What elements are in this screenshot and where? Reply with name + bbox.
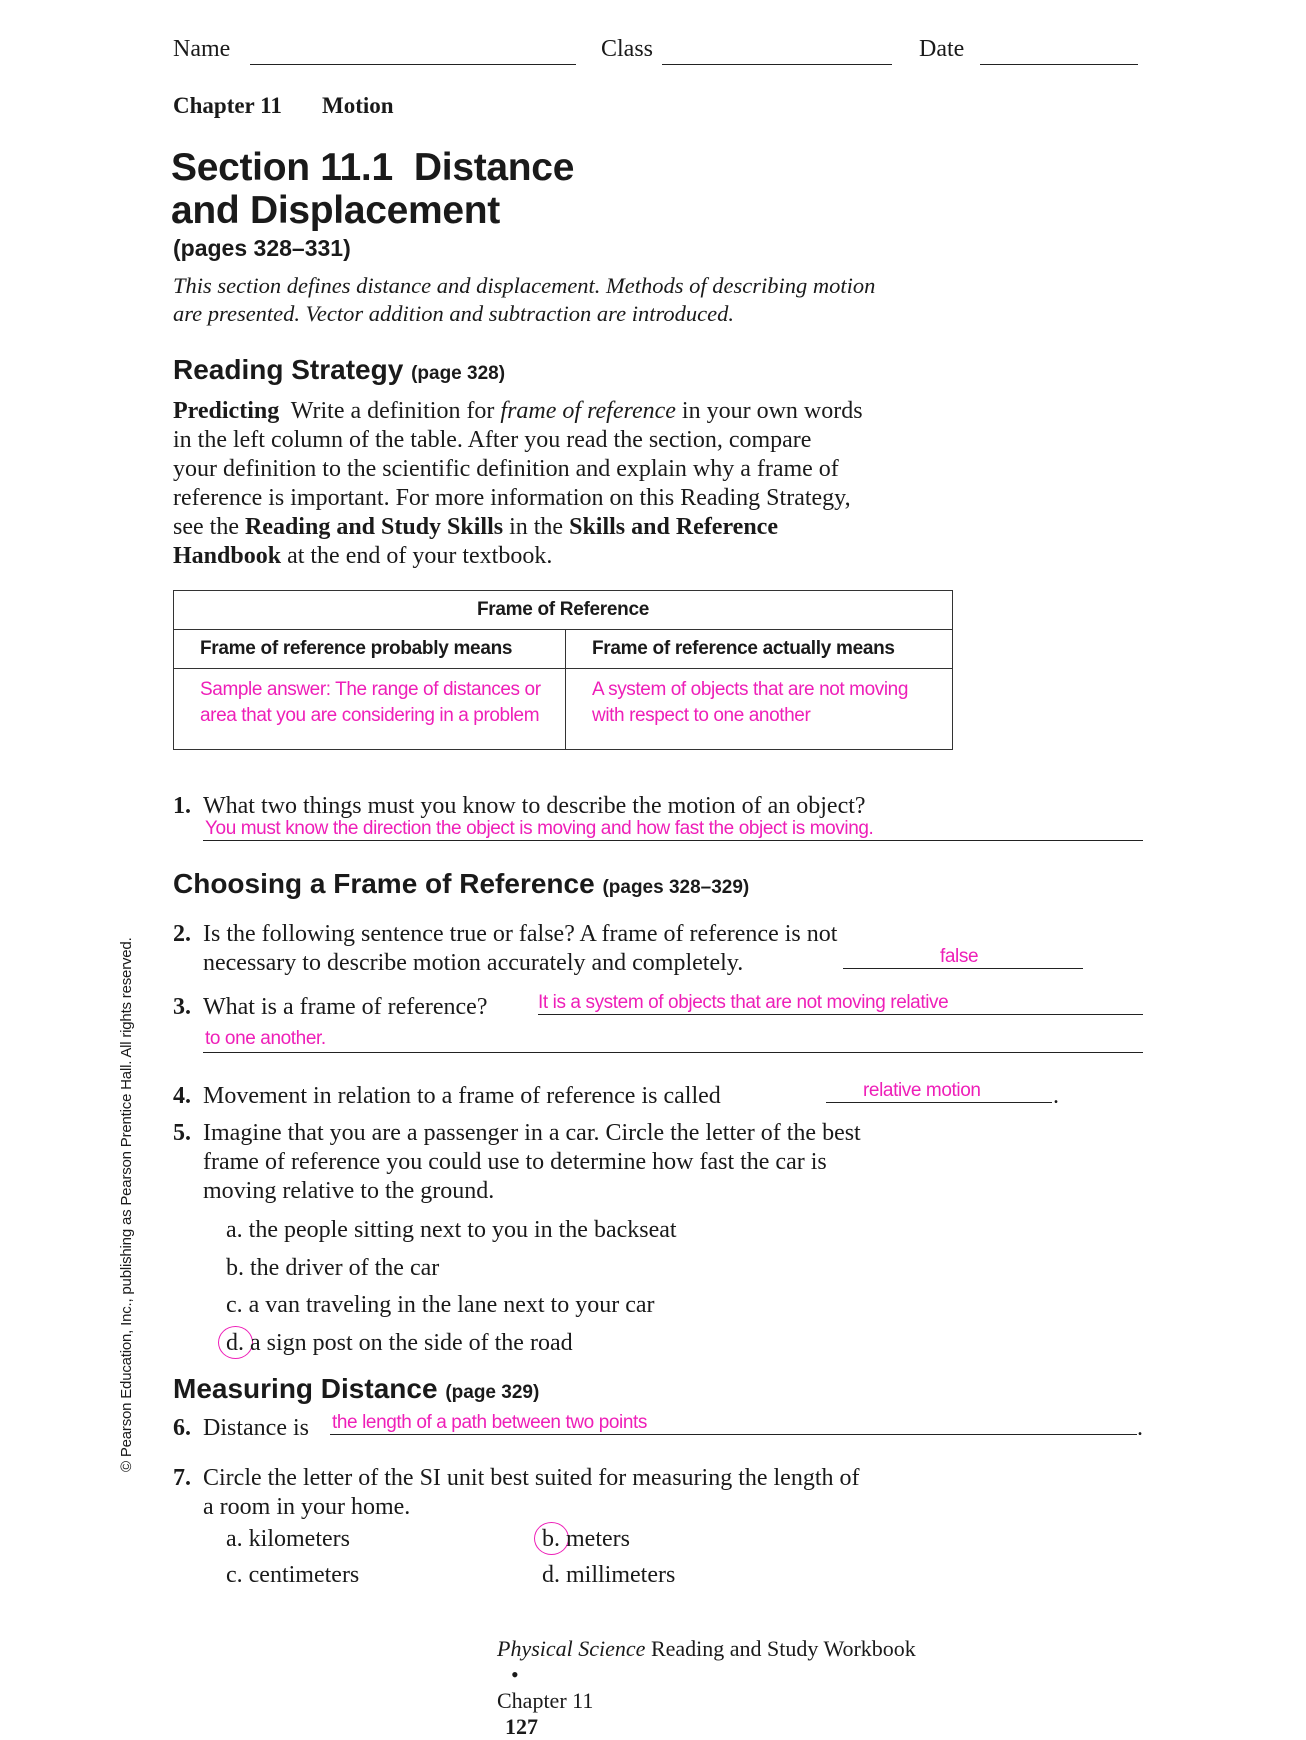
q2-answer: false — [940, 946, 979, 967]
q4-answer-line[interactable] — [826, 1102, 1052, 1103]
section-title-line2: and Displacement — [171, 189, 500, 232]
q5-number: 5. — [173, 1120, 191, 1146]
footer-page-number: 127 — [505, 1714, 538, 1739]
q7-option-b[interactable] — [542, 1525, 630, 1554]
section-title — [171, 146, 574, 232]
q2-number: 2. — [173, 921, 191, 947]
q5-option-c[interactable] — [226, 1291, 655, 1320]
q5-option-a-letter: a. — [226, 1217, 243, 1243]
section-intro-line2: are presented. Vector addition and subtraction are introduced. — [173, 301, 734, 326]
q7-option-c[interactable] — [226, 1561, 359, 1590]
date-label: Date — [919, 36, 965, 62]
q7-line2: a room in your home. — [203, 1494, 411, 1520]
q5-option-b-text: the driver of the car — [250, 1255, 440, 1281]
choosing-heading — [173, 868, 749, 900]
q5-option-b-letter: b. — [226, 1255, 244, 1281]
q4-answer: relative motion — [863, 1080, 981, 1101]
q2-line2: necessary to describe motion accurately and completely. — [203, 950, 744, 976]
col1-answer-line1: Sample answer: The range of distances or — [200, 679, 541, 700]
q7-text — [203, 1464, 860, 1522]
q5-option-c-letter: c. — [226, 1292, 243, 1318]
measuring-title: Measuring Distance — [173, 1373, 438, 1404]
table-col1-answer[interactable] — [174, 669, 566, 750]
q1-answer: You must know the direction the object is moving and how fast the object is moving. — [205, 818, 874, 839]
reading-strategy-page: (page 328) — [411, 363, 506, 384]
q6-answer-line[interactable] — [330, 1434, 1137, 1435]
table-col2-header: Frame of reference actually means — [566, 630, 953, 669]
q5-option-a[interactable] — [226, 1216, 677, 1245]
rs-line6b: Handbook — [173, 543, 282, 569]
q5-option-d-text: a sign post on the side of the road — [250, 1330, 573, 1356]
rs-line4: reference is important. For more information on this Reading Strategy, — [173, 485, 851, 511]
q5-option-c-text: a van traveling in the lane next to your car — [248, 1292, 655, 1318]
q3-text: What is a frame of reference? — [203, 994, 488, 1020]
rs-line5a: see the — [173, 514, 245, 540]
q3-answer-line-1[interactable] — [538, 1014, 1143, 1015]
chapter-title: Motion — [322, 93, 394, 118]
col1-answer-line2: area that you are considering in a problem — [200, 705, 540, 726]
rs-line5b1: Reading and Study Skills — [244, 514, 504, 540]
q5-option-b[interactable] — [226, 1254, 439, 1283]
footer-book-italic: Physical Science — [497, 1636, 646, 1661]
q1-number: 1. — [173, 793, 191, 819]
date-field[interactable] — [980, 64, 1138, 65]
rs-line1b: in your own words — [675, 398, 863, 424]
table-title: Frame of Reference — [174, 591, 953, 630]
rs-line6c: at the end of your textbook. — [281, 543, 553, 569]
q5-option-a-text: the people sitting next to you in the backseat — [248, 1217, 677, 1243]
q7-line1: Circle the letter of the SI unit best suited for measuring the length of — [203, 1465, 860, 1491]
q7-option-d-text: millimeters — [566, 1562, 676, 1588]
q5-option-d-letter: d. — [226, 1330, 244, 1356]
q6-answer: the length of a path between two points — [332, 1412, 648, 1433]
choosing-page: (pages 328–329) — [602, 877, 750, 898]
rs-line2: in the left column of the table. After you read the section, compare — [173, 427, 812, 453]
q4-number: 4. — [173, 1083, 191, 1109]
col2-answer-line2: with respect to one another — [592, 705, 811, 726]
choosing-title: Choosing a Frame of Reference — [173, 868, 595, 899]
q5-text — [203, 1119, 861, 1206]
q7-number: 7. — [173, 1465, 191, 1491]
predicting-label: Predicting — [173, 398, 280, 424]
frame-of-reference-table — [173, 590, 953, 750]
q6-text: Distance is — [203, 1415, 309, 1441]
footer-bullet: • — [511, 1662, 519, 1687]
q4-text: Movement in relation to a frame of reference is called — [203, 1083, 721, 1109]
q7-option-c-letter: c. — [226, 1562, 243, 1588]
q3-answer-line-2[interactable] — [203, 1052, 1143, 1053]
q3-number: 3. — [173, 994, 191, 1020]
rs-line1-em: frame of reference — [500, 398, 676, 424]
col2-answer-line1: A system of objects that are not moving — [592, 679, 909, 700]
reading-strategy-instructions — [173, 397, 863, 571]
section-intro-line1: This section defines distance and displacement. Methods of describing motion — [173, 273, 876, 298]
q5-option-d[interactable] — [226, 1329, 573, 1358]
footer-book-rest: Reading and Study Workbook — [645, 1636, 916, 1661]
q5-line1: Imagine that you are a passenger in a car. Circle the letter of the best — [203, 1120, 861, 1146]
q3-answer-line2: to one another. — [205, 1028, 326, 1049]
q7-option-c-text: centimeters — [248, 1562, 360, 1588]
section-pages: (pages 328–331) — [173, 235, 351, 261]
reading-strategy-title: Reading Strategy — [173, 354, 404, 385]
q5-line2: frame of reference you could use to determine how fast the car is — [203, 1149, 827, 1175]
q7-option-d[interactable] — [542, 1561, 675, 1590]
name-field[interactable] — [250, 64, 576, 65]
rs-line5c: in the — [503, 514, 570, 540]
q2-text — [203, 920, 837, 978]
q1-text: What two things must you know to describe the motion of an object? — [203, 793, 866, 819]
q7-option-a[interactable] — [226, 1525, 350, 1554]
q6-number: 6. — [173, 1415, 191, 1441]
rs-line5b2: Skills and Reference — [569, 514, 778, 540]
measuring-heading — [173, 1373, 539, 1405]
rs-line1a: Write a definition for — [290, 398, 501, 424]
q2-answer-line[interactable] — [843, 968, 1083, 969]
page-footer — [486, 1610, 916, 1740]
q5-line3: moving relative to the ground. — [203, 1178, 495, 1204]
q6-period: . — [1137, 1415, 1143, 1441]
section-title-line1: Section 11.1 Distance — [171, 146, 575, 189]
q7-option-b-text: meters — [566, 1526, 630, 1552]
copyright-notice: © Pearson Education, Inc., publishing as Pearson Prentice Hall. All rights reserved. — [118, 937, 135, 1472]
class-label: Class — [601, 36, 654, 62]
table-col2-answer[interactable] — [566, 669, 953, 750]
q4-period: . — [1053, 1083, 1059, 1109]
chapter-number: Chapter 11 — [173, 93, 282, 118]
q7-option-b-letter: b. — [542, 1526, 560, 1552]
footer-chapter: Chapter 11 — [497, 1688, 594, 1713]
section-intro — [173, 272, 875, 328]
table-col1-header: Frame of reference probably means — [174, 630, 566, 669]
reading-strategy-heading — [173, 354, 505, 386]
q2-line1: Is the following sentence true or false? A frame of reference is not — [203, 921, 838, 947]
q3-answer-line1: It is a system of objects that are not moving relative — [538, 992, 949, 1013]
name-label: Name — [173, 36, 231, 62]
q7-option-a-text: kilometers — [248, 1526, 350, 1552]
class-field[interactable] — [662, 64, 892, 65]
rs-line3: your definition to the scientific definition and explain why a frame of — [173, 456, 839, 482]
q1-answer-line[interactable] — [203, 840, 1143, 841]
q7-option-d-letter: d. — [542, 1562, 560, 1588]
q7-option-a-letter: a. — [226, 1526, 243, 1552]
measuring-page: (page 329) — [445, 1382, 540, 1403]
